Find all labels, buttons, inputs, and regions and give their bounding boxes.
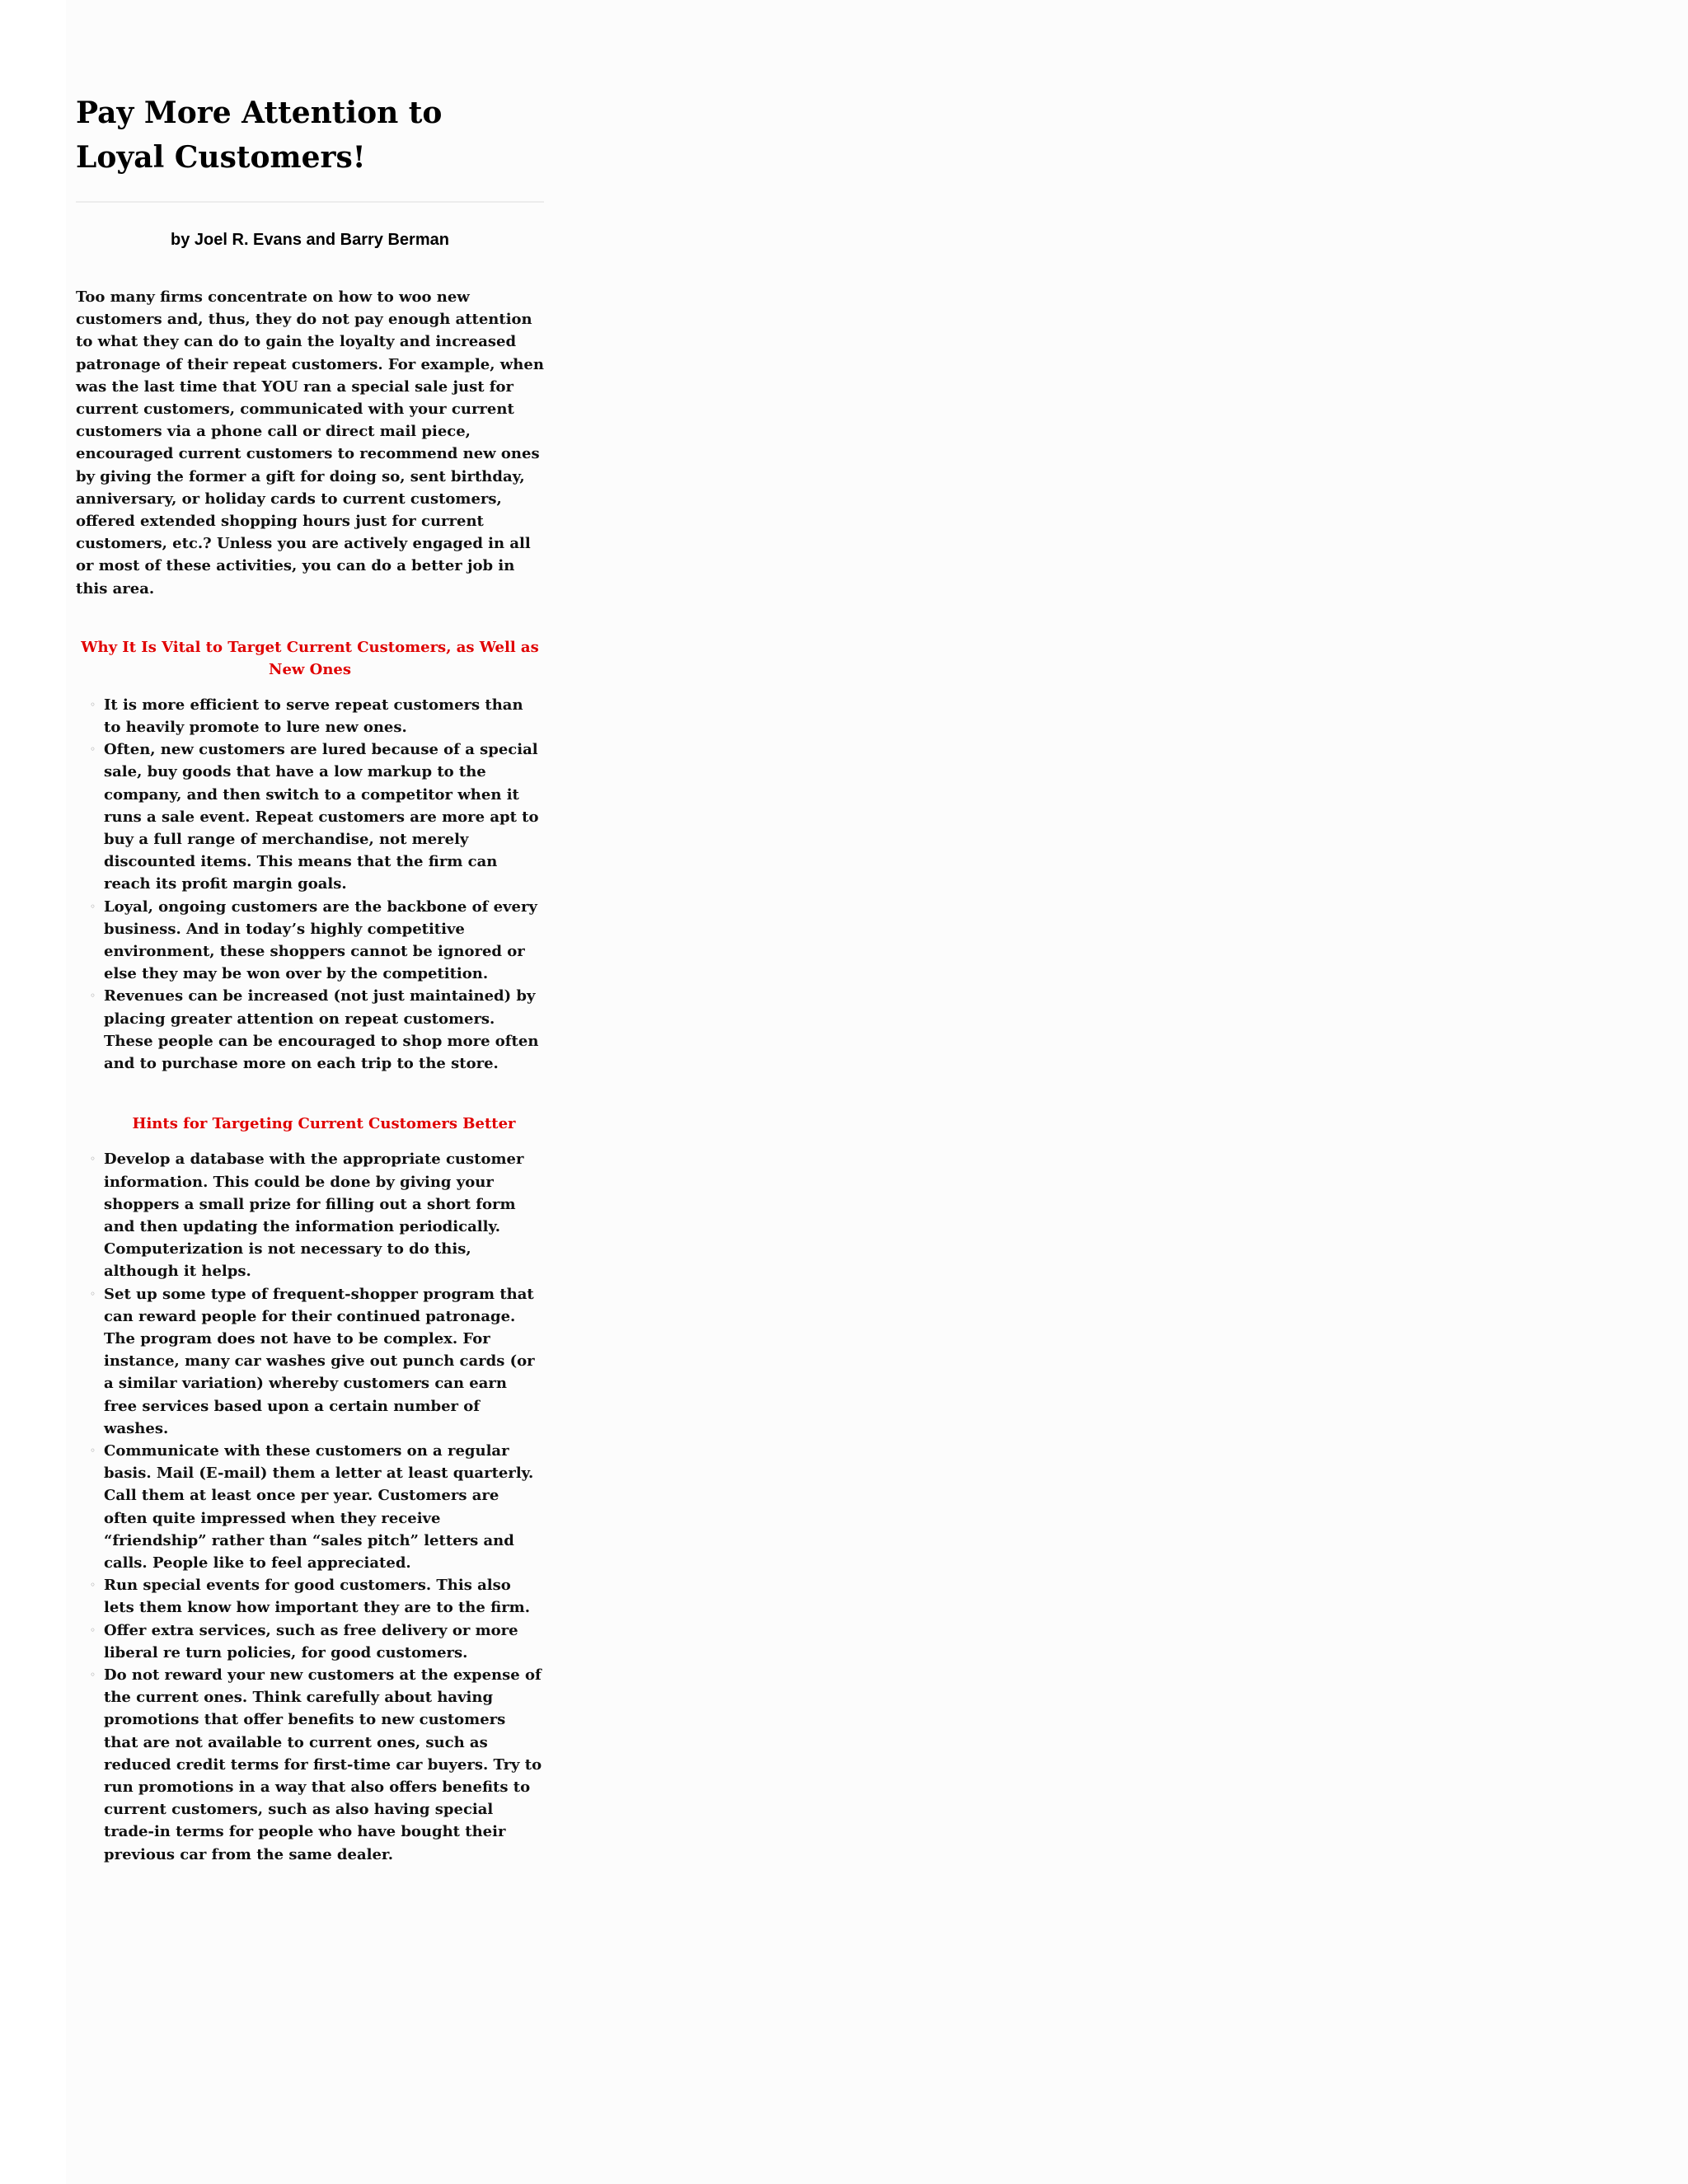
list-item (90, 738, 544, 895)
article (76, 91, 544, 1866)
title-divider (76, 201, 544, 203)
list-item (90, 1664, 544, 1866)
bullet-icon: ◦ (90, 1287, 96, 1300)
list-item-text: It is more efficient to serve repeat customers than to heavily promote to lure new ones. (104, 696, 523, 737)
bullet-icon: ◦ (90, 1668, 96, 1680)
list-item-text: Offer extra services, such as free delivery or more liberal re turn policies, for good customers. (104, 1621, 518, 1661)
list-item-text: Develop a database with the appropriate customer information. This could be done by giving your shoppers a small prize for filling out a short form and then updating the information periodically. Computerization is not necessary to do this, although it helps. (104, 1151, 524, 1281)
bullet-icon: ◦ (90, 698, 96, 710)
list-item (90, 1148, 544, 1282)
bullet-icon: ◦ (90, 990, 96, 1002)
intro-paragraph: Too many firms concentrate on how to woo new customers and, thus, they do not pay enough attention to what they can do to gain the loyalty and increased patronage of their repeat customers. For example, when was the last time that YOU ran a special sale just for current customers, communicated with your current customers via a phone call or direct mail piece, encouraged current customers to recommend new ones by giving the former a gift for doing so, sent birthday, anniversary, or holiday cards to current customers, offered extended shopping hours just for current customers, etc.? Unless you are actively engaged in all or most of these activities, you can do a better job in this area. (76, 288, 544, 598)
list-item-text: Often, new customers are lured because of a special sale, buy goods that have a low markup to the company, and then switch to a competitor when it runs a sale event. Repeat customers are more apt to buy a full range of merchandise, not merely discounted items. This means that the firm can reach its profit margin goals. (104, 741, 539, 893)
byline: by Joel R. Evans and Barry Berman (171, 231, 449, 249)
bullet-icon: ◦ (90, 1444, 96, 1456)
section-why-vital (76, 636, 544, 1075)
section-hints (76, 1113, 544, 1135)
list-item (90, 896, 544, 986)
list-item-text: Set up some type of frequent-shopper program that can reward people for their continued patronage. The program does not have to be complex. For instance, many car washes give out punch cards (or a similar variation) whereby customers can earn free services based upon a certain number of washes. (104, 1285, 535, 1437)
list-item (90, 985, 544, 1075)
list-item (90, 694, 544, 738)
bullet-icon: ◦ (90, 1153, 96, 1165)
bullet-icon: ◦ (90, 743, 96, 756)
section-heading: Why It Is Vital to Target Current Customers, as Well as New Ones (81, 638, 539, 678)
section-heading: Hints for Targeting Current Customers Better (132, 1115, 516, 1133)
bullet-icon: ◦ (90, 1579, 96, 1591)
article-title (76, 91, 544, 180)
title-line-2: Loyal Customers! (76, 140, 366, 175)
list-item-text: Revenues can be increased (not just maintained) by placing greater attention on repeat customers. These people can be encouraged to shop more often and to purchase more on each trip to the store. (104, 987, 539, 1073)
list-item (90, 1574, 544, 1619)
list-item-text: Run special events for good customers. This also lets them know how important they are to the firm. (104, 1577, 530, 1617)
bullet-list (76, 1148, 544, 1866)
list-item (90, 1440, 544, 1574)
bullet-icon: ◦ (90, 1624, 96, 1636)
list-item-text: Loyal, ongoing customers are the backbone of every business. And in today’s highly competitive environment, these shoppers cannot be ignored or else they may be won over by the competition. (104, 898, 537, 983)
list-item-text: Do not reward your new customers at the expense of the current ones. Think carefully about having promotions that offer benefits to new customers that are not available to current ones, such as reduced credit terms for first-time car buyers. Try to run promotions in a way that also offers benefits to current customers, such as also having special trade-in terms for people who have bought their previous car from the same dealer. (104, 1666, 542, 1863)
title-line-1: Pay More Attention to (76, 96, 443, 130)
bullet-list (76, 694, 544, 1075)
list-item (90, 1283, 544, 1440)
list-item-text: Communicate with these customers on a regular basis. Mail (E-mail) them a letter at least quarterly. Call them at least once per year. Customers are often quite impressed when they receive “friendship” rather than “sales pitch” letters and calls. People like to feel appreciated. (104, 1441, 534, 1572)
list-item (90, 1619, 544, 1664)
bullet-icon: ◦ (90, 900, 96, 912)
